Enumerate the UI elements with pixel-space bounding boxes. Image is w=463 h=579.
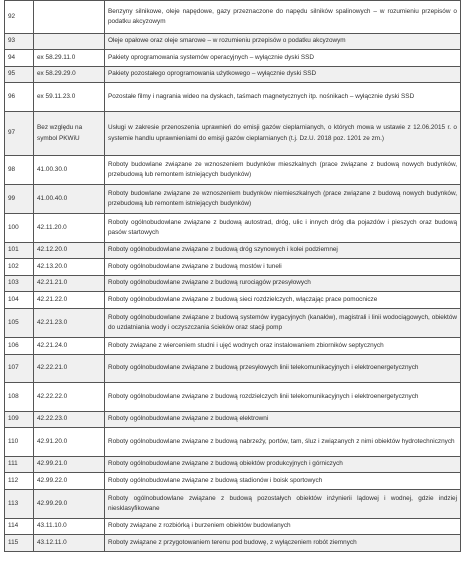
pkwiu-code: 42.22.21.0 [34, 355, 105, 383]
row-description: Roboty ogólnobudowlane związane z budową nabrzeży, portów, tam, śluz i związanych z nimi obiektów hydrotechnicznych [105, 428, 461, 457]
table-body [5, 1, 461, 552]
row-description: Pakiety pozostałego oprogramowania użytkowego – wyłącznie dyski SSD [105, 67, 461, 83]
table-row [5, 428, 461, 457]
pkwiu-code: ex 59.11.23.0 [34, 83, 105, 112]
pkwiu-code: 43.12.11.0 [34, 535, 105, 552]
row-number: 100 [5, 214, 34, 243]
row-number: 93 [5, 34, 34, 50]
row-description: Roboty ogólnobudowlane związane z budową systemów irygacyjnych (kanałów), magistrali i linii wodociągowych, obiektów do uzdatniania wody i oczyszczania ścieków oraz stacji pomp [105, 309, 461, 338]
table-row [5, 457, 461, 473]
pkwiu-code: 42.11.20.0 [34, 214, 105, 243]
row-number: 97 [5, 112, 34, 156]
row-number: 108 [5, 383, 34, 412]
row-number: 105 [5, 309, 34, 338]
row-number: 94 [5, 50, 34, 67]
row-description: Usługi w zakresie przenoszenia uprawnień do emisji gazów cieplarnianych, o których mowa w ustawie z 12.06.2015 r. o systemie handlu uprawnieniami do emisji gazów cieplarnianych (t.j. Dz.U. 2018 poz. 1201 ze zm.) [105, 112, 461, 156]
row-description: Roboty związane z rozbiórką i burzeniem obiektów budowlanych [105, 519, 461, 535]
pkwiu-code: 42.22.22.0 [34, 383, 105, 412]
row-description: Pozostałe filmy i nagrania wideo na dyskach, taśmach magnetycznych itp. nośnikach – wyłącznie dyski SSD [105, 83, 461, 112]
row-number: 96 [5, 83, 34, 112]
table-row [5, 112, 461, 156]
row-number: 113 [5, 490, 34, 519]
row-description: Roboty ogólnobudowlane związane z budową rurociągów przesyłowych [105, 276, 461, 292]
pkwiu-code: 42.21.24.0 [34, 338, 105, 355]
table-row [5, 383, 461, 412]
row-description: Roboty ogólnobudowlane związane z budową dróg szynowych i kolei podziemnej [105, 243, 461, 259]
row-description: Oleje opałowe oraz oleje smarowe – w rozumieniu przepisów o podatku akcyzowym [105, 34, 461, 50]
table-row [5, 67, 461, 83]
row-number: 99 [5, 185, 34, 214]
table-row [5, 473, 461, 490]
table-row [5, 34, 461, 50]
table-row [5, 156, 461, 185]
row-description: Roboty ogólnobudowlane związane z budową mostów i tuneli [105, 259, 461, 276]
pkwiu-code: 43.11.10.0 [34, 519, 105, 535]
table-row [5, 412, 461, 428]
pkwiu-code: 42.13.20.0 [34, 259, 105, 276]
table-row [5, 292, 461, 309]
row-number: 95 [5, 67, 34, 83]
row-number: 111 [5, 457, 34, 473]
pkwiu-code [34, 34, 105, 50]
pkwiu-code: 41.00.30.0 [34, 156, 105, 185]
row-description: Roboty ogólnobudowlane związane z budową przesyłowych linii telekomunikacyjnych i elektroenergetycznych [105, 355, 461, 383]
row-description: Roboty ogólnobudowlane związane z budową obiektów produkcyjnych i górniczych [105, 457, 461, 473]
table-row [5, 338, 461, 355]
pkwiu-code: 42.21.22.0 [34, 292, 105, 309]
table-row [5, 276, 461, 292]
row-number: 110 [5, 428, 34, 457]
table-row [5, 535, 461, 552]
pkwiu-code: 42.22.23.0 [34, 412, 105, 428]
row-number: 115 [5, 535, 34, 552]
pkwiu-code: 42.21.23.0 [34, 309, 105, 338]
table-row [5, 355, 461, 383]
row-number: 106 [5, 338, 34, 355]
row-description: Benzyny silnikowe, oleje napędowe, gazy przeznaczone do napędu silników spalinowych – w rozumieniu przepisów o podatku akcyzowym [105, 1, 461, 34]
row-number: 107 [5, 355, 34, 383]
table-row [5, 83, 461, 112]
pkwiu-code: 42.21.21.0 [34, 276, 105, 292]
row-number: 101 [5, 243, 34, 259]
pkwiu-code: ex 58.29.29.0 [34, 67, 105, 83]
row-number: 112 [5, 473, 34, 490]
table-row [5, 185, 461, 214]
table-row [5, 243, 461, 259]
row-description: Roboty ogólnobudowlane związane z budową pozostałych obiektów inżynierii lądowej i wodnej, gdzie indziej niesklasyfikowane [105, 490, 461, 519]
pkwiu-table [4, 0, 461, 552]
row-description: Roboty związane z przygotowaniem terenu pod budowę, z wyłączeniem robót ziemnych [105, 535, 461, 552]
row-description: Roboty budowlane związane ze wznoszeniem budynków mieszkalnych (prace związane z budową nowych budynków, przebudową lub remontem istniejących budynków) [105, 156, 461, 185]
row-description: Roboty ogólnobudowlane związane z budową sieci rozdzielczych, włączając prace pomocnicze [105, 292, 461, 309]
pkwiu-code: 42.99.29.0 [34, 490, 105, 519]
table-row [5, 50, 461, 67]
row-number: 98 [5, 156, 34, 185]
table-row [5, 490, 461, 519]
pkwiu-code: 42.99.21.0 [34, 457, 105, 473]
row-number: 92 [5, 1, 34, 34]
pkwiu-code: 42.12.20.0 [34, 243, 105, 259]
pkwiu-code: 42.99.22.0 [34, 473, 105, 490]
pkwiu-code: ex 58.29.11.0 [34, 50, 105, 67]
row-number: 102 [5, 259, 34, 276]
row-number: 114 [5, 519, 34, 535]
table-row [5, 309, 461, 338]
pkwiu-code: Bez względu na symbol PKWiU [34, 112, 105, 156]
row-description: Roboty ogólnobudowlane związane z budową autostrad, dróg, ulic i innych dróg dla pojazdów i pieszych oraz budową pasów startowych [105, 214, 461, 243]
row-description: Roboty ogólnobudowlane związane z budową elektrowni [105, 412, 461, 428]
row-description: Roboty budowlane związane ze wznoszeniem budynków niemieszkalnych (prace związane z budową nowych budynków, przebudową lub remontem istniejących budynków) [105, 185, 461, 214]
table-row [5, 214, 461, 243]
table-row [5, 259, 461, 276]
row-number: 109 [5, 412, 34, 428]
row-description: Roboty związane z wierceniem studni i ujęć wodnych oraz instalowaniem zbiorników septycznych [105, 338, 461, 355]
row-number: 104 [5, 292, 34, 309]
row-number: 103 [5, 276, 34, 292]
table-row [5, 1, 461, 34]
row-description: Pakiety oprogramowania systemów operacyjnych – wyłącznie dyski SSD [105, 50, 461, 67]
table-row [5, 519, 461, 535]
pkwiu-code: 42.91.20.0 [34, 428, 105, 457]
pkwiu-code: 41.00.40.0 [34, 185, 105, 214]
row-description: Roboty ogólnobudowlane związane z budową stadionów i boisk sportowych [105, 473, 461, 490]
pkwiu-code [34, 1, 105, 34]
row-description: Roboty ogólnobudowlane związane z budową rozdzielczych linii telekomunikacyjnych i elektroenergetycznych [105, 383, 461, 412]
